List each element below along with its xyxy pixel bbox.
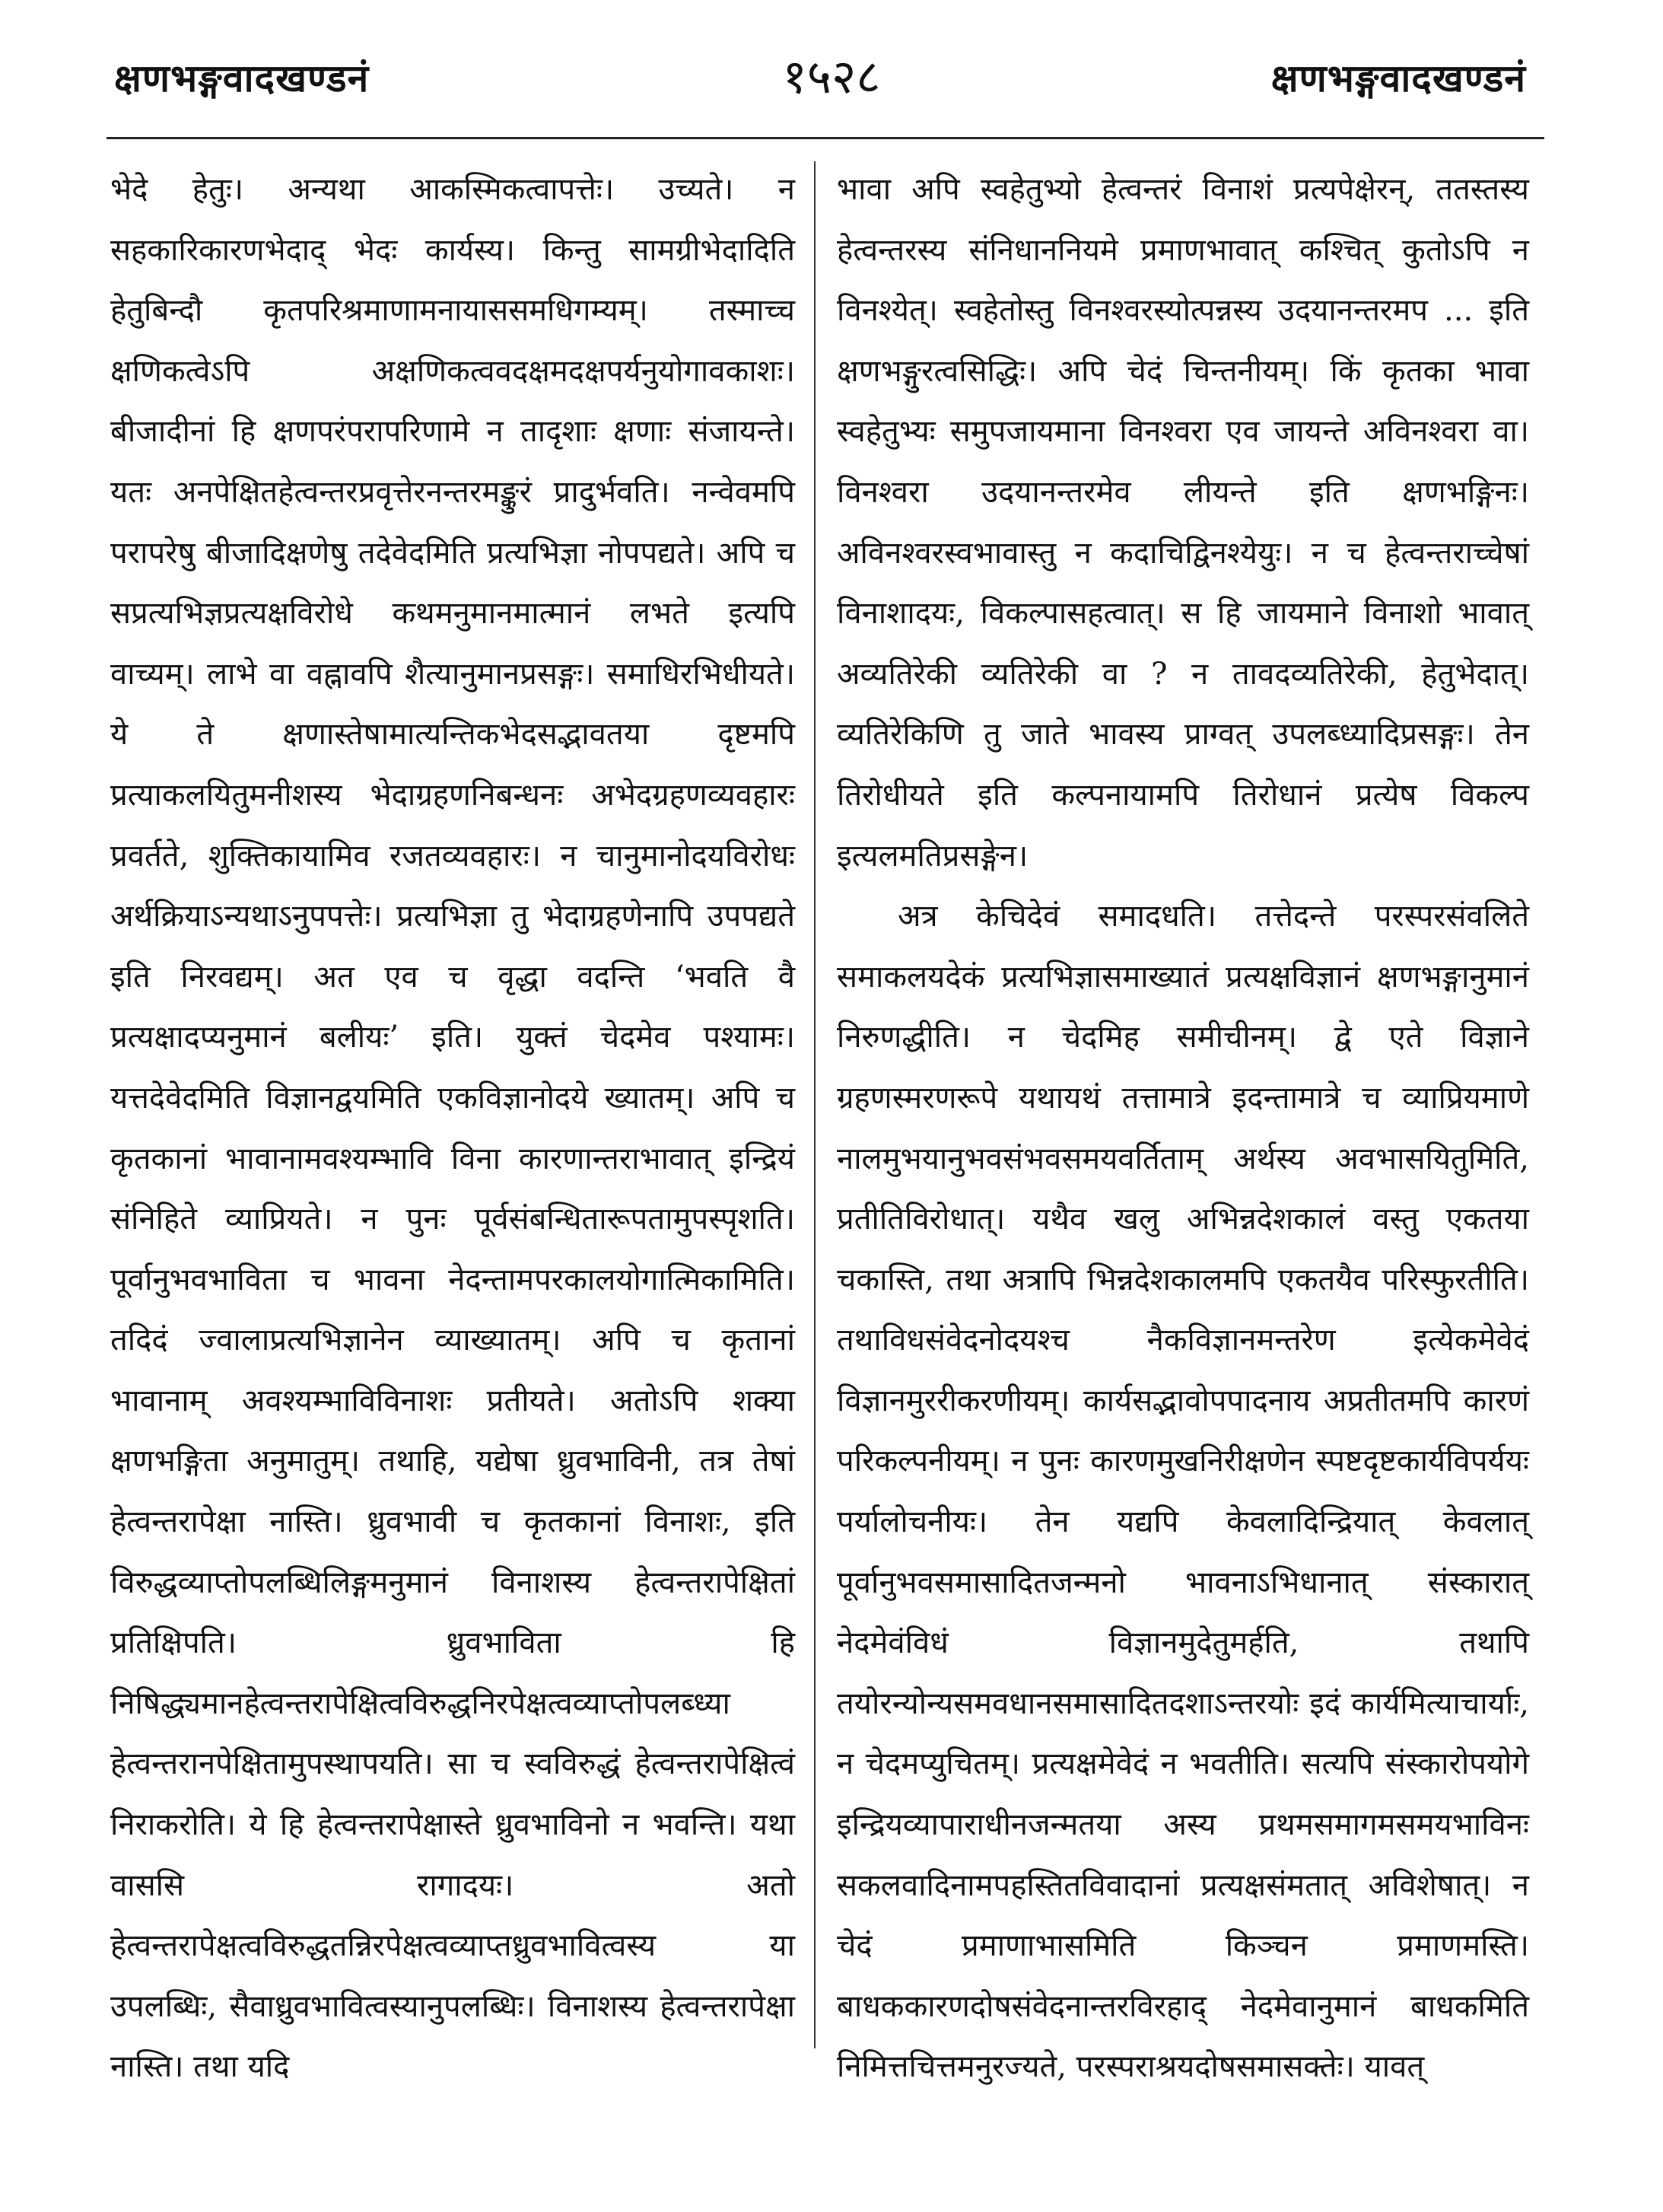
paragraph: भेदे हेतुः। अन्यथा आकस्मिकत्वापत्तेः। उच्यते। न सहकारिकारणभेदाद् भेदः कार्यस्य। किन्तु सामग्रीभेदादिति हेतुबिन्दौ कृतपरिश्रमाणामनायाससमधिगम्यम्। तस्माच्च क्षणिकत्वेऽपि अक्षणिकत्ववदक्षमदक्षपर्यनुयोगावकाशः। बीजादीनां हि क्षणपरंपरापरिणामे न तादृशाः क्षणाः संजायन्ते। यतः अनपेक्षितहेत्वन्तरप्रवृत्तेरनन्तरमङ्कुरं प्रादुर्भवति। नन्वेवमपि परापरेषु बीजादिक्षणेषु तदेवेदमिति प्रत्यभिज्ञा नोपपद्यते। अपि च सप्रत्यभिज्ञप्रत्यक्षविरोधे कथमनुमानमात्मानं लभते इत्यपि वाच्यम्। लाभे वा वह्नावपि शैत्यानुमानप्रसङ्गः। समाधिरभिधीयते। ये ते क्षणास्तेषामात्यन्तिकभेदसद्भावतया दृष्टमपि प्रत्याकलयितुमनीशस्य भेदाग्रहणनिबन्धनः अभेदग्रहणव्यवहारः प्रवर्तते, शुक्तिकायामिव रजतव्यवहारः। न चानुमानोदयविरोधः अर्थक्रियाऽन्यथाऽनुपपत्तेः। प्रत्यभिज्ञा तु भेदाग्रहणेनापि उपपद्यते इति निरवद्यम्। अत एव च वृद्धा वदन्ति ‘भवति वै प्रत्यक्षादप्यनुमानं बलीयः’ इति। युक्तं चेदमेव पश्यामः। यत्तदेवेदमिति विज्ञानद्वयमिति एकविज्ञानोदये ख्यातम्। अपि च कृतकानां भावानामवश्यम्भावि विना कारणान्तराभावात् इन्द्रियं संनिहिते व्याप्रियते। न पुनः पूर्वसंबन्धितारूपतामुपस्पृशति। पूर्वानुभवभाविता च भावना नेदन्तामपरकालयोगात्मिकामिति। तदिदं ज्वालाप्रत्यभिज्ञानेन व्याख्यातम्। अपि च कृतानां भावानाम् अवश्यम्भाविविनाशः प्रतीयते। अतोऽपि शक्या क्षणभङ्गिता अनुमातुम्। तथाहि, यद्येषा ध्रुवभाविनी, तत्र तेषां हेत्वन्तरापेक्षा नास्ति। ध्रुवभावी च कृतकानां विनाशः, इति विरुद्धव्याप्तोपलब्धिलिङ्गमनुमानं विनाशस्य हेत्वन्तरापेक्षितां प्रतिक्षिपति। ध्रुवभाविता हि निषिद्ध्यमानहेत्वन्तरापेक्षित्वविरुद्धनिरपेक्षत्वव्याप्तोपलब्ध्या हेत्वन्तरानपेक्षितामुपस्थापयति। सा च स्वविरुद्धं हेत्वन्तरापेक्षित्वं निराकरोति। ये हि हेत्वन्तरापेक्षास्ते ध्रुवभाविनो न भवन्ति। यथा वाससि रागादयः। अतो हेत्वन्तरापेक्षत्वविरुद्धतन्निरपेक्षत्वव्याप्तध्रुवभावित्वस्य या उपलब्धिः, सैवाध्रुवभावित्वस्यानुपलब्धिः। विनाशस्य हेत्वन्तरापेक्षा नास्ति। तथा यदि — [110, 172, 795, 2085]
running-head-left: क्षणभङ्गवादखण्डनं — [114, 56, 370, 100]
page-number: १५२८ — [782, 49, 881, 104]
running-head-right: क्षणभङ्गवादखण्डनं — [1270, 56, 1526, 100]
column-divider — [814, 161, 816, 2048]
paragraph: अत्र केचिदेवं समादधति। तत्तेदन्ते परस्परसंवलिते समाकलयदेकं प्रत्यभिज्ञासमाख्यातं प्रत्यक्षविज्ञानं क्षणभङ्गानुमानं निरुणद्धीति। न चेदमिह समीचीनम्। द्वे एते विज्ञाने ग्रहणस्मरणरूपे यथायथं तत्तामात्रे इदन्तामात्रे च व्याप्रियमाणे नालमुभयानुभवसंभवसमयवर्तिताम् अर्थस्य अवभासयितुमिति, प्रतीतिविरोधात्। यथैव खलु अभिन्नदेशकालं वस्तु एकतया चकास्ति, तथा अत्रापि भिन्नदेशकालमपि एकतयैव परिस्फुरतीति। तथाविधसंवेदनोदयश्च नैकविज्ञानमन्तरेण इत्येकमेवेदं विज्ञानमुररीकरणीयम्। कार्यसद्भावोपपादनाय अप्रतीतमपि कारणं परिकल्पनीयम्। न पुनः कारणमुखनिरीक्षणेन स्पष्टदृष्टकार्यविपर्ययः पर्यालोचनीयः। तेन यद्यपि केवलादिन्द्रियात् केवलात् पूर्वानुभवसमासादितजन्मनो भावनाऽभिधानात् संस्कारात् नेदमेवंविधं विज्ञानमुदेतुमर्हति, तथापि तयोरन्योन्यसमवधानसमासादितदशाऽन्तरयोः इदं कार्यमित्याचार्याः, न चेदमप्युचितम्। प्रत्यक्षमेवेदं न भवतीति। सत्यपि संस्कारोपयोगे इन्द्रियव्यापाराधीनजन्मतया अस्य प्रथमसमागमसमयभाविनः सकलवादिनामपहस्तितविवादानां प्रत्यक्षसंमतात् अविशेषात्। न चेदं प्रमाणाभासमिति किञ्चन प्रमाणमस्ति। बाधककारणदोषसंवेदनान्तरविरहाद् नेदमेवानुमानं बाधकमिति निमित्तचित्तमनुरज्यते, परस्पराश्रयदोषसमासक्तेः। यावत् — [837, 899, 1529, 2085]
left-column — [110, 160, 795, 2098]
header-rule — [107, 137, 1544, 139]
paragraph: भावा अपि स्वहेतुभ्यो हेत्वन्तरं विनाशं प्रत्यपेक्षेरन्, ततस्तस्य हेत्वन्तरस्य संनिधाननियमे प्रमाणभावात् कश्चित् कुतोऽपि न विनश्येत्। स्वहेतोस्तु विनश्वरस्योत्पन्नस्य उदयानन्तरमप ... इति क्षणभङ्गुरत्वसिद्धिः। अपि चेदं चिन्तनीयम्। किं कृतका भावा स्वहेतुभ्यः समुपजायमाना विनश्वरा एव जायन्ते अविनश्वरा वा। विनश्वरा उदयानन्तरमेव लीयन्ते इति क्षणभङ्गिनः। अविनश्वरस्वभावास्तु न कदाचिद्विनश्येयुः। न च हेत्वन्तराच्चेषां विनाशादयः, विकल्पासहत्वात्। स हि जायमाने विनाशो भावात् अव्यतिरेकी व्यतिरेकी वा ? न तावदव्यतिरेकी, हेतुभेदात्। व्यतिरेकिणि तु जाते भावस्य प्राग्वत् उपलब्ध्यादिप्रसङ्गः। तेन तिरोधीयते इति कल्पनायामपि तिरोधानं प्रत्येष विकल्प इत्यलमतिप्रसङ्गेन। — [837, 172, 1529, 874]
right-column — [837, 160, 1529, 2098]
